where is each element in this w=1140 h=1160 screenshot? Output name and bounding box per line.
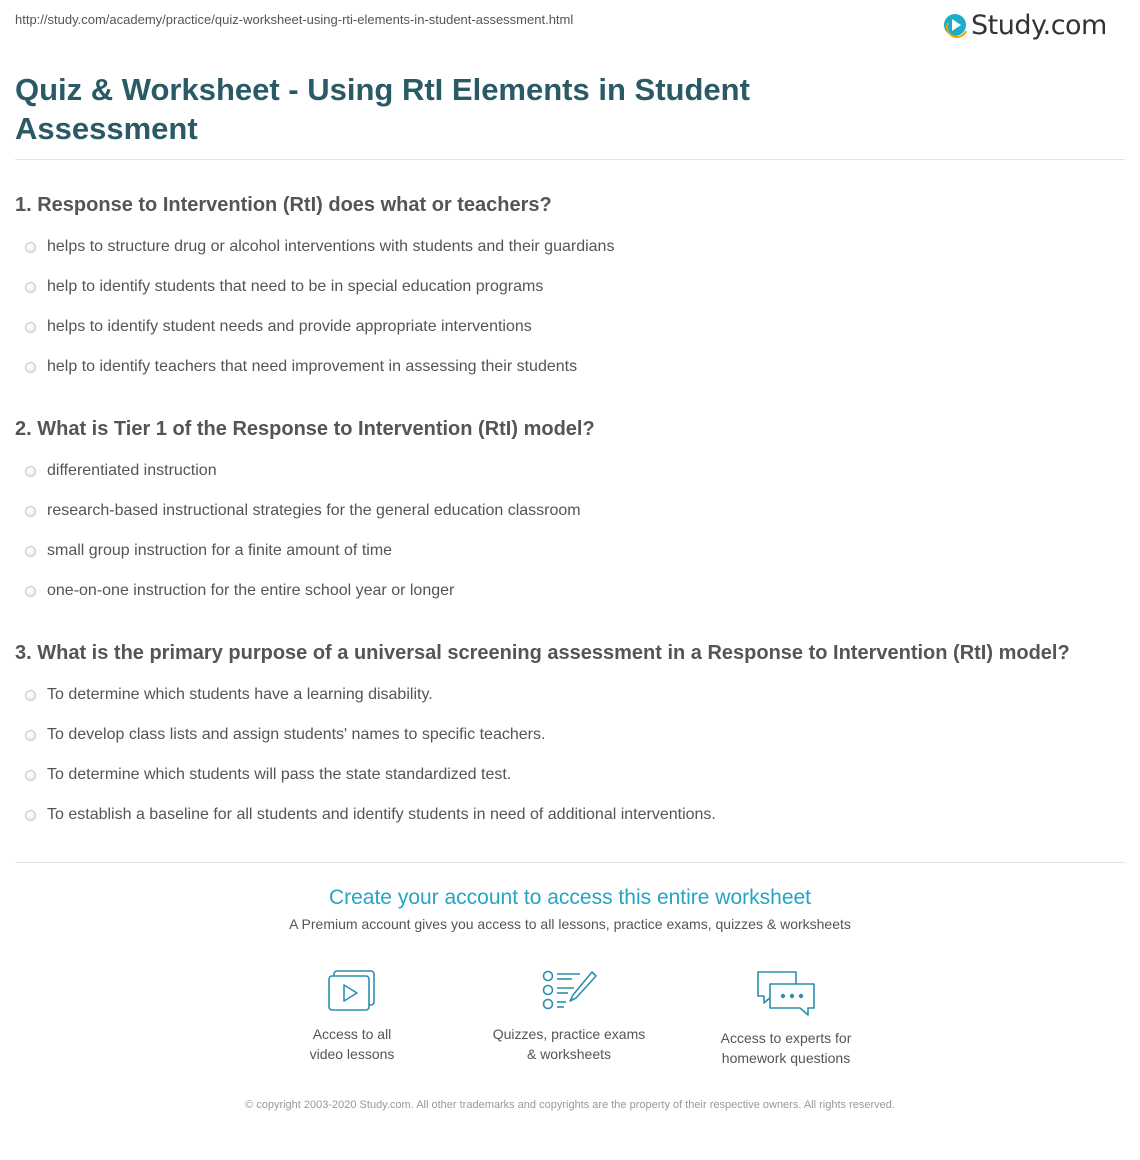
radio-button-icon[interactable] <box>25 690 36 701</box>
answer-option[interactable] <box>15 715 1125 755</box>
question-text: 2. What is Tier 1 of the Response to Intervention (RtI) model? <box>15 418 595 440</box>
feature-label: Quizzes, practice exams & worksheets <box>492 1026 646 1062</box>
answer-option[interactable] <box>15 347 1125 387</box>
answer-option[interactable] <box>15 795 1125 835</box>
answer-label: helps to structure drug or alcohol interventions with students and their guardians <box>47 238 615 255</box>
question-text: 1. Response to Intervention (RtI) does what or teachers? <box>15 194 552 216</box>
feature-video-lessons <box>262 968 442 1064</box>
answer-label: small group instruction for a finite amount of time <box>47 542 393 559</box>
feature-quizzes <box>479 968 659 1064</box>
copyright-text: © copyright 2003-2020 Study.com. All other trademarks and copyrights are the property of their respective owners. All rights reserved. <box>245 1099 895 1111</box>
answer-option[interactable] <box>15 491 1125 531</box>
feature-label: Access to all video lessons <box>309 1026 395 1062</box>
expert-chat-icon <box>754 968 818 1018</box>
answer-option[interactable] <box>15 267 1125 307</box>
radio-button-icon[interactable] <box>25 362 36 373</box>
radio-button-icon[interactable] <box>25 466 36 477</box>
study-logo[interactable] <box>944 8 1107 42</box>
study-logo-text: Study.com <box>971 9 1107 41</box>
radio-button-icon[interactable] <box>25 586 36 597</box>
page-title: Quiz & Worksheet - Using RtI Elements in Student Assessment <box>15 72 750 146</box>
question-2 <box>15 414 1125 611</box>
title-divider <box>15 159 1125 160</box>
answer-label: To establish a baseline for all students and identify students in need of additional interventions. <box>47 806 716 823</box>
answer-label: differentiated instruction <box>47 462 217 479</box>
radio-button-icon[interactable] <box>25 242 36 253</box>
answer-option[interactable] <box>15 675 1125 715</box>
answer-option[interactable] <box>15 451 1125 491</box>
answer-label: research-based instructional strategies for the general education classroom <box>47 502 581 519</box>
radio-button-icon[interactable] <box>25 546 36 557</box>
radio-button-icon[interactable] <box>25 282 36 293</box>
answer-label: To develop class lists and assign students' names to specific teachers. <box>47 726 546 743</box>
study-logo-play-icon <box>944 14 966 36</box>
answer-option[interactable] <box>15 307 1125 347</box>
quiz-checklist-icon <box>540 968 598 1014</box>
answer-label: help to identify students that need to be in special education programs <box>47 278 544 295</box>
questions-divider <box>15 862 1125 863</box>
radio-button-icon[interactable] <box>25 506 36 517</box>
answer-option[interactable] <box>15 227 1125 267</box>
answer-label: one-on-one instruction for the entire school year or longer <box>47 582 455 599</box>
radio-button-icon[interactable] <box>25 322 36 333</box>
answer-label: help to identify teachers that need improvement in assessing their students <box>47 358 578 375</box>
video-lessons-icon <box>326 968 378 1014</box>
feature-label: Access to experts for homework questions <box>720 1030 852 1066</box>
radio-button-icon[interactable] <box>25 770 36 781</box>
answer-option[interactable] <box>15 531 1125 571</box>
cta-subtitle: A Premium account gives you access to all lessons, practice exams, quizzes & worksheets <box>289 916 851 932</box>
radio-button-icon[interactable] <box>25 730 36 741</box>
question-text: 3. What is the primary purpose of a universal screening assessment in a Response to Intervention (RtI) model? <box>15 642 1070 664</box>
answer-label: To determine which students will pass the state standardized test. <box>47 766 512 783</box>
answer-label: helps to identify student needs and provide appropriate interventions <box>47 318 532 335</box>
page-url: http://study.com/academy/practice/quiz-worksheet-using-rti-elements-in-student-assessment.html <box>15 12 574 27</box>
create-account-link[interactable]: Create your account to access this entire worksheet <box>328 886 812 909</box>
answer-label: To determine which students have a learning disability. <box>47 686 433 703</box>
question-1 <box>15 190 1125 387</box>
radio-button-icon[interactable] <box>25 810 36 821</box>
question-3 <box>15 638 1125 835</box>
answer-option[interactable] <box>15 571 1125 611</box>
answer-option[interactable] <box>15 755 1125 795</box>
feature-experts <box>696 968 876 1068</box>
